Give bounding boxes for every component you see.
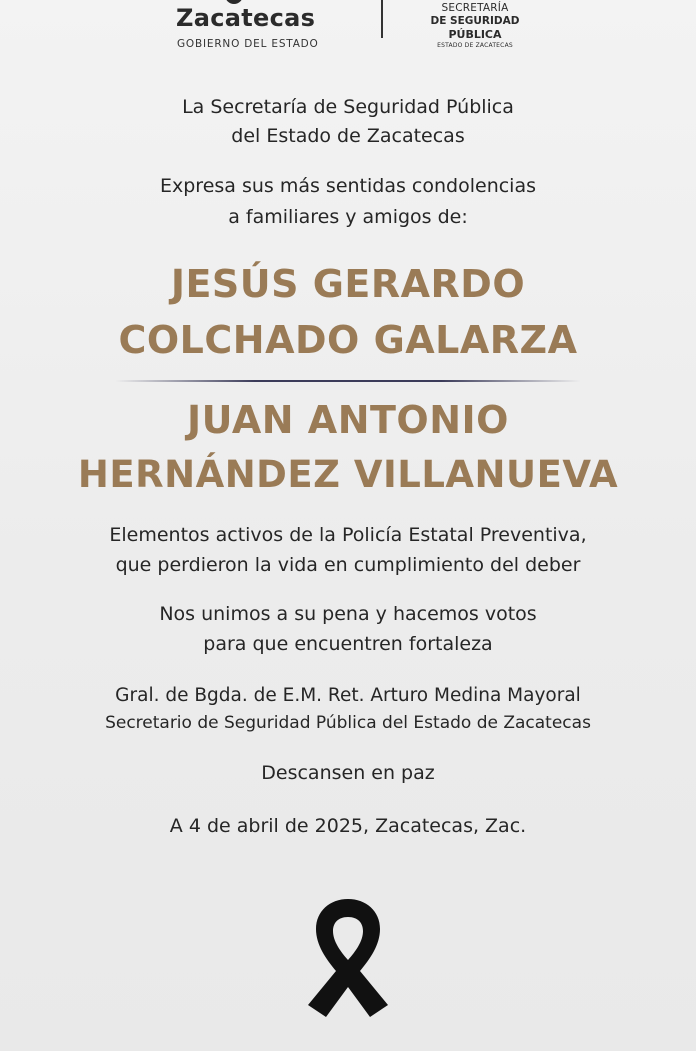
honoree-1-first-names: JESÚS GERARDO: [170, 262, 526, 306]
honoree-2-first-names: JUAN ANTONIO: [187, 398, 509, 442]
body-line-1: Elementos activos de la Policía Estatal Preventiva,: [109, 524, 587, 546]
logo-subtitle: GOBIERNO DEL ESTADO: [177, 38, 319, 50]
intro-line-1: La Secretaría de Seguridad Pública: [182, 96, 514, 118]
secretariat-logo-line2: DE SEGURIDAD: [430, 15, 520, 27]
header-logos: [0, 0, 696, 62]
zacatecas-government-logo: [170, 0, 340, 56]
intro-line-2: del Estado de Zacatecas: [231, 125, 465, 147]
honoree-1-surnames: COLCHADO GALARZA: [118, 318, 578, 362]
logo-divider: [381, 0, 383, 38]
logo-name: Zacatecas: [176, 4, 316, 32]
security-secretariat-logo: [420, 0, 530, 56]
signer-title: Secretario de Seguridad Pública del Estado de Zacatecas: [105, 713, 591, 733]
black-mourning-ribbon-icon: [300, 893, 396, 1019]
secretariat-logo-line4: ESTADO DE ZACATECAS: [437, 42, 513, 49]
names-separator: [115, 380, 581, 382]
ribbon-shape: [308, 899, 388, 1017]
body-line-2: que perdieron la vida en cumplimiento del deber: [115, 554, 581, 576]
honoree-2-surnames: HERNÁNDEZ VILLANUEVA: [77, 453, 619, 496]
body-line-4: para que encuentren fortaleza: [203, 633, 493, 655]
secretariat-logo-line3: PÚBLICA: [448, 28, 502, 41]
intro-line-3: Expresa sus más sentidas condolencias: [159, 175, 537, 197]
rest-in-peace: Descansen en paz: [261, 762, 435, 784]
signer-name: Gral. de Bgda. de E.M. Ret. Arturo Medina Mayoral: [115, 685, 581, 706]
date-place: A 4 de abril de 2025, Zacatecas, Zac.: [169, 815, 527, 837]
secretariat-logo-line1: SECRETARÍA: [441, 2, 509, 14]
intro-line-4: a familiares y amigos de:: [228, 206, 468, 228]
body-line-3: Nos unimos a su pena y hacemos votos: [159, 603, 537, 625]
